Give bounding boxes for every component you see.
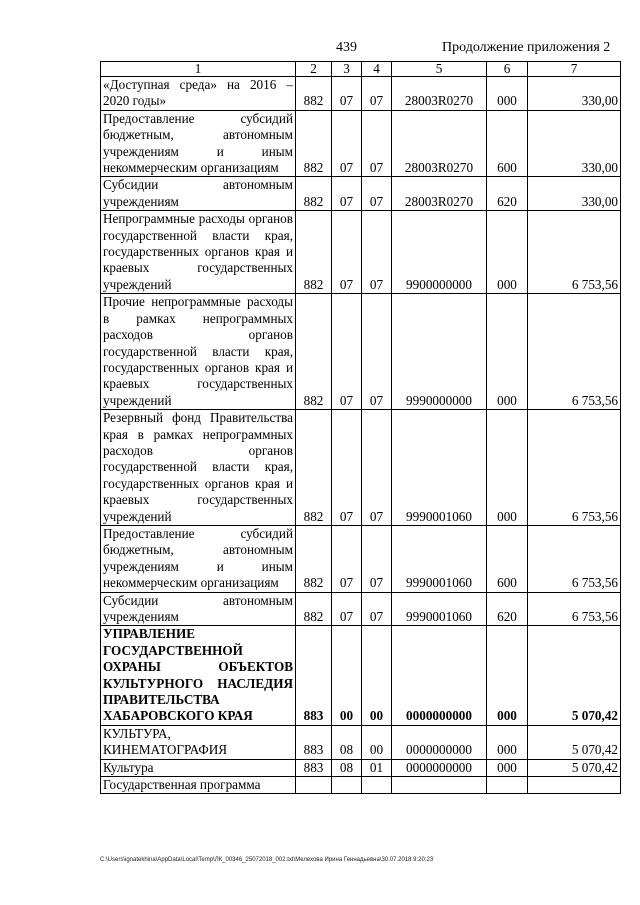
cell-vr: 620 [487, 592, 528, 626]
cell-sum: 5 070,42 [528, 626, 621, 725]
cell-csr [392, 777, 487, 794]
table-row [101, 759, 621, 776]
cell-name: Субсидии автономным учреждениям [101, 592, 296, 626]
cell-ved: 883 [296, 626, 332, 725]
cell-csr: 28003R0270 [392, 77, 487, 111]
cell-ved [296, 777, 332, 794]
cell-vr: 000 [487, 211, 528, 294]
cell-name: Прочие непрограммные расходы в рамках непрограммных расходов органов государственной власти края, государственных органов края и краевых государственных учреждений [101, 294, 296, 410]
cell-csr: 9990000000 [392, 294, 487, 410]
cell-vr: 000 [487, 725, 528, 759]
cell-rz: 00 [332, 626, 362, 725]
cell-name: Резервный фонд Правительства края в рамках непрограммных расходов органов государственной власти края, государственных органов края и краевых государственных учреждений [101, 410, 296, 526]
cell-sum: 6 753,56 [528, 294, 621, 410]
cell-pr: 07 [362, 525, 392, 592]
table-row [101, 525, 621, 592]
column-header: 6 [487, 62, 528, 77]
cell-sum: 330,00 [528, 110, 621, 177]
column-header: 7 [528, 62, 621, 77]
page-number: 439 [336, 40, 357, 55]
cell-vr: 600 [487, 525, 528, 592]
cell-pr: 07 [362, 211, 392, 294]
cell-pr: 07 [362, 592, 392, 626]
table-row [101, 725, 621, 759]
table-row [101, 177, 621, 211]
cell-ved: 882 [296, 177, 332, 211]
cell-vr: 000 [487, 626, 528, 725]
cell-vr: 620 [487, 177, 528, 211]
cell-csr: 28003R0270 [392, 177, 487, 211]
column-header: 2 [296, 62, 332, 77]
cell-vr: 000 [487, 294, 528, 410]
cell-vr: 000 [487, 759, 528, 776]
cell-rz: 07 [332, 110, 362, 177]
cell-sum: 330,00 [528, 177, 621, 211]
cell-name: КУЛЬТУРА, КИНЕМАТОГРАФИЯ [101, 725, 296, 759]
cell-pr: 07 [362, 294, 392, 410]
cell-pr: 01 [362, 759, 392, 776]
cell-ved: 882 [296, 211, 332, 294]
cell-name: Предоставление субсидий бюджетным, автономным учреждениям и иным некоммерческим организациям [101, 110, 296, 177]
cell-rz [332, 777, 362, 794]
cell-pr: 07 [362, 177, 392, 211]
cell-name: Субсидии автономным учреждениям [101, 177, 296, 211]
cell-rz: 08 [332, 759, 362, 776]
cell-pr: 07 [362, 110, 392, 177]
cell-rz: 08 [332, 725, 362, 759]
cell-rz: 07 [332, 177, 362, 211]
cell-ved: 882 [296, 525, 332, 592]
cell-vr: 000 [487, 410, 528, 526]
column-header: 5 [392, 62, 487, 77]
column-header: 4 [362, 62, 392, 77]
budget-table [100, 61, 621, 794]
cell-csr: 28003R0270 [392, 110, 487, 177]
cell-name: Непрограммные расходы органов государственной власти края, государственных органов края и краевых государственных учреждений [101, 211, 296, 294]
cell-sum: 6 753,56 [528, 410, 621, 526]
cell-csr: 9990001060 [392, 410, 487, 526]
cell-sum: 6 753,56 [528, 211, 621, 294]
cell-vr [487, 777, 528, 794]
table-row [101, 294, 621, 410]
cell-ved: 882 [296, 410, 332, 526]
cell-csr: 9990001060 [392, 525, 487, 592]
cell-sum: 6 753,56 [528, 592, 621, 626]
cell-csr: 0000000000 [392, 725, 487, 759]
cell-ved: 883 [296, 725, 332, 759]
cell-pr: 07 [362, 410, 392, 526]
cell-rz: 07 [332, 211, 362, 294]
cell-name: Предоставление субсидий бюджетным, автономным учреждениям и иным некоммерческим организациям [101, 525, 296, 592]
cell-pr: 00 [362, 725, 392, 759]
cell-ved: 882 [296, 592, 332, 626]
cell-sum: 6 753,56 [528, 525, 621, 592]
continuation-label: Продолжение приложения 2 [442, 40, 611, 55]
cell-rz: 07 [332, 77, 362, 111]
cell-rz: 07 [332, 592, 362, 626]
cell-pr: 00 [362, 626, 392, 725]
cell-name: Культура [101, 759, 296, 776]
cell-pr [362, 777, 392, 794]
column-header: 3 [332, 62, 362, 77]
cell-vr: 000 [487, 77, 528, 111]
cell-sum: 330,00 [528, 77, 621, 111]
cell-ved: 882 [296, 77, 332, 111]
cell-vr: 600 [487, 110, 528, 177]
cell-rz: 07 [332, 410, 362, 526]
cell-pr: 07 [362, 77, 392, 111]
table-row [101, 77, 621, 111]
table-row [101, 110, 621, 177]
cell-sum [528, 777, 621, 794]
cell-csr: 9990001060 [392, 592, 487, 626]
cell-ved: 882 [296, 110, 332, 177]
table-row [101, 211, 621, 294]
cell-name: Государственная программа [101, 777, 296, 794]
table-header-row [101, 62, 621, 77]
cell-csr: 9900000000 [392, 211, 487, 294]
cell-csr: 0000000000 [392, 759, 487, 776]
cell-csr: 0000000000 [392, 626, 487, 725]
table-row [101, 592, 621, 626]
cell-sum: 5 070,42 [528, 725, 621, 759]
cell-sum: 5 070,42 [528, 759, 621, 776]
table-row [101, 777, 621, 794]
cell-name: «Доступная среда» на 2016 – 2020 годы» [101, 77, 296, 111]
cell-rz: 07 [332, 294, 362, 410]
table-row [101, 410, 621, 526]
cell-ved: 882 [296, 294, 332, 410]
column-header: 1 [101, 62, 296, 77]
cell-name: УПРАВЛЕНИЕ ГОСУДАРСТВЕННОЙ ОХРАНЫ ОБЪЕКТОВ КУЛЬТУРНОГО НАСЛЕДИЯ ПРАВИТЕЛЬСТВА ХАБАРОВСКОГО КРАЯ [101, 626, 296, 725]
cell-ved: 883 [296, 759, 332, 776]
footer-path: C:\Users\ignatekhina\AppData\Local\Temp\ЛК_00346_25072018_002.txt\Мелехова Ирина Геннадьевна\30.07.2018 9:20:23 [100, 857, 434, 863]
table-row [101, 626, 621, 725]
cell-rz: 07 [332, 525, 362, 592]
